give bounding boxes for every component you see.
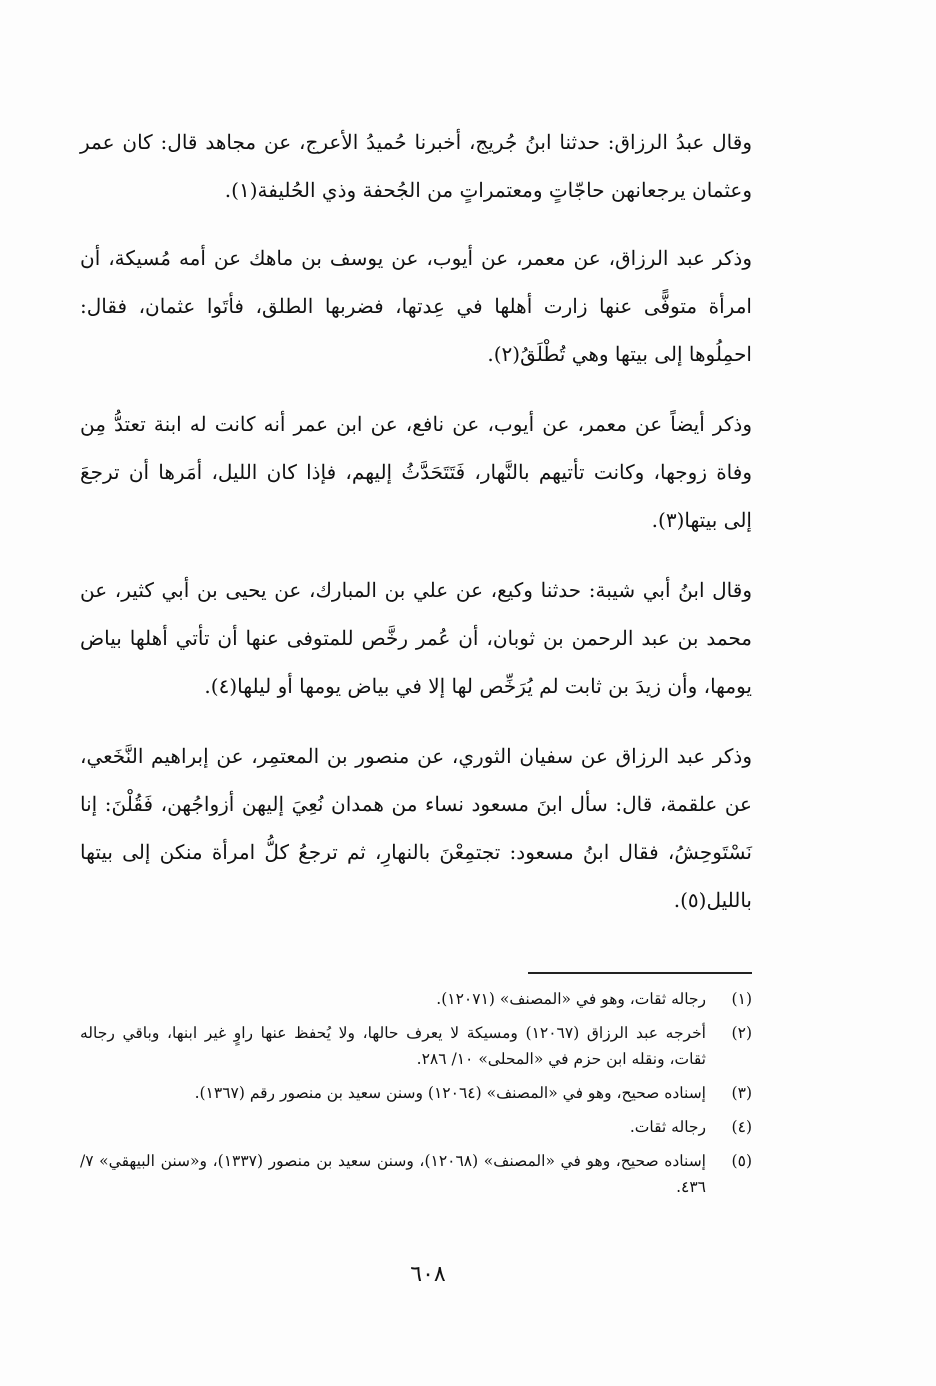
footnote-2	[80, 1020, 752, 1072]
footnote-text: إسناده صحيح، وهو في «المصنف» (١٢٠٦٤) وسنن سعيد بن منصور رقم (١٣٦٧).	[194, 1084, 706, 1102]
paragraph-3: وذكر أيضاً عن معمر، عن أيوب، عن نافع، عن ابن عمر أنه كانت له ابنة تعتدُّ مِن وفاة زوجها، وكانت تأتيهم بالنَّهار، فَتَتَحَدَّثُ إليهم، فإذا كان الليل، أمَرها أن ترجعَ إلى بيتها(٣).	[80, 412, 752, 532]
footnote-number: (٢)	[731, 1024, 752, 1042]
paragraph-5: وذكر عبد الرزاق عن سفيان الثوري، عن منصور بن المعتمِر، عن إبراهيم النَّخَعي، عن علقمة، قال: سأل ابنَ مسعود نساء من همدان نُعِيَ إليهن أزواجُهن، فَقُلْنَ: إنا نَسْتَوحِشُ، فقال ابنُ مسعود: تجتمِعْنَ بالنهارِ، ثم ترجعُ كلُّ امرأة منكن إلى بيتها بالليل(٥).	[80, 744, 752, 912]
paragraph-4: وقال ابنُ أبي شيبة: حدثنا وكيع، عن علي بن المبارك، عن يحيى بن أبي كثير، عن محمد بن عبد الرحمن بن ثوبان، أن عُمر رخَّص للمتوفى عنها أن تأتي أهلها بياض يومها، وأن زيدَ بن ثابت لم يُرَخِّص لها إلا في بياض يومها أو ليلها(٤).	[80, 578, 752, 698]
footnote-number: (٣)	[731, 1084, 752, 1102]
footnote-text: رجاله ثقات.	[629, 1118, 706, 1136]
footnote-number: (٤)	[731, 1118, 752, 1136]
footnote-text: أخرجه عبد الرزاق (١٢٠٦٧) ومسيكة لا يعرف حالها، ولا يُحفظ عنها راوٍ غير ابنها، وباقي رجاله ثقات، ونقله ابن حزم في «المحلى» ١٠/ ٢٨٦.	[80, 1024, 706, 1068]
footnote-divider	[528, 972, 752, 974]
footnote-4	[80, 1114, 752, 1140]
paragraph-2: وذكر عبد الرزاق، عن معمر، عن أيوب، عن يوسف بن ماهك عن أمه مُسيكة، أن امرأة متوفًّى عنها زارت أهلها في عِدتها، فضربها الطلق، فأتَوا عثمان، فقال: احمِلُوها إلى بيتها وهي تُطْلَقُ(٢).	[80, 246, 752, 366]
footnote-1	[80, 986, 752, 1012]
footnote-number: (٥)	[731, 1152, 752, 1170]
footnote-text: إسناده صحيح، وهو في «المصنف» (١٢٠٦٨)، وسنن سعيد بن منصور (١٣٣٧)، و«سنن البيهقي» ٧/ ٤٣٦.	[80, 1152, 706, 1196]
paragraph-1: وقال عبدُ الرزاق: حدثنا ابنُ جُريج، أخبرنا حُميدُ الأعرج، عن مجاهد قال: كان عمر وعثمان يرجعانهن حاجّاتٍ ومعتمراتٍ من الجُحفة وذي الحُليفة(١).	[80, 130, 752, 202]
main-text	[80, 118, 752, 946]
footnote-5	[80, 1148, 752, 1200]
footnote-number: (١)	[731, 990, 752, 1008]
footnotes	[80, 986, 752, 1208]
footnote-text: رجاله ثقات، وهو في «المصنف» (١٢٠٧١).	[436, 990, 706, 1008]
page-number: ٦٠٨	[410, 1262, 446, 1287]
footnote-3	[80, 1080, 752, 1106]
